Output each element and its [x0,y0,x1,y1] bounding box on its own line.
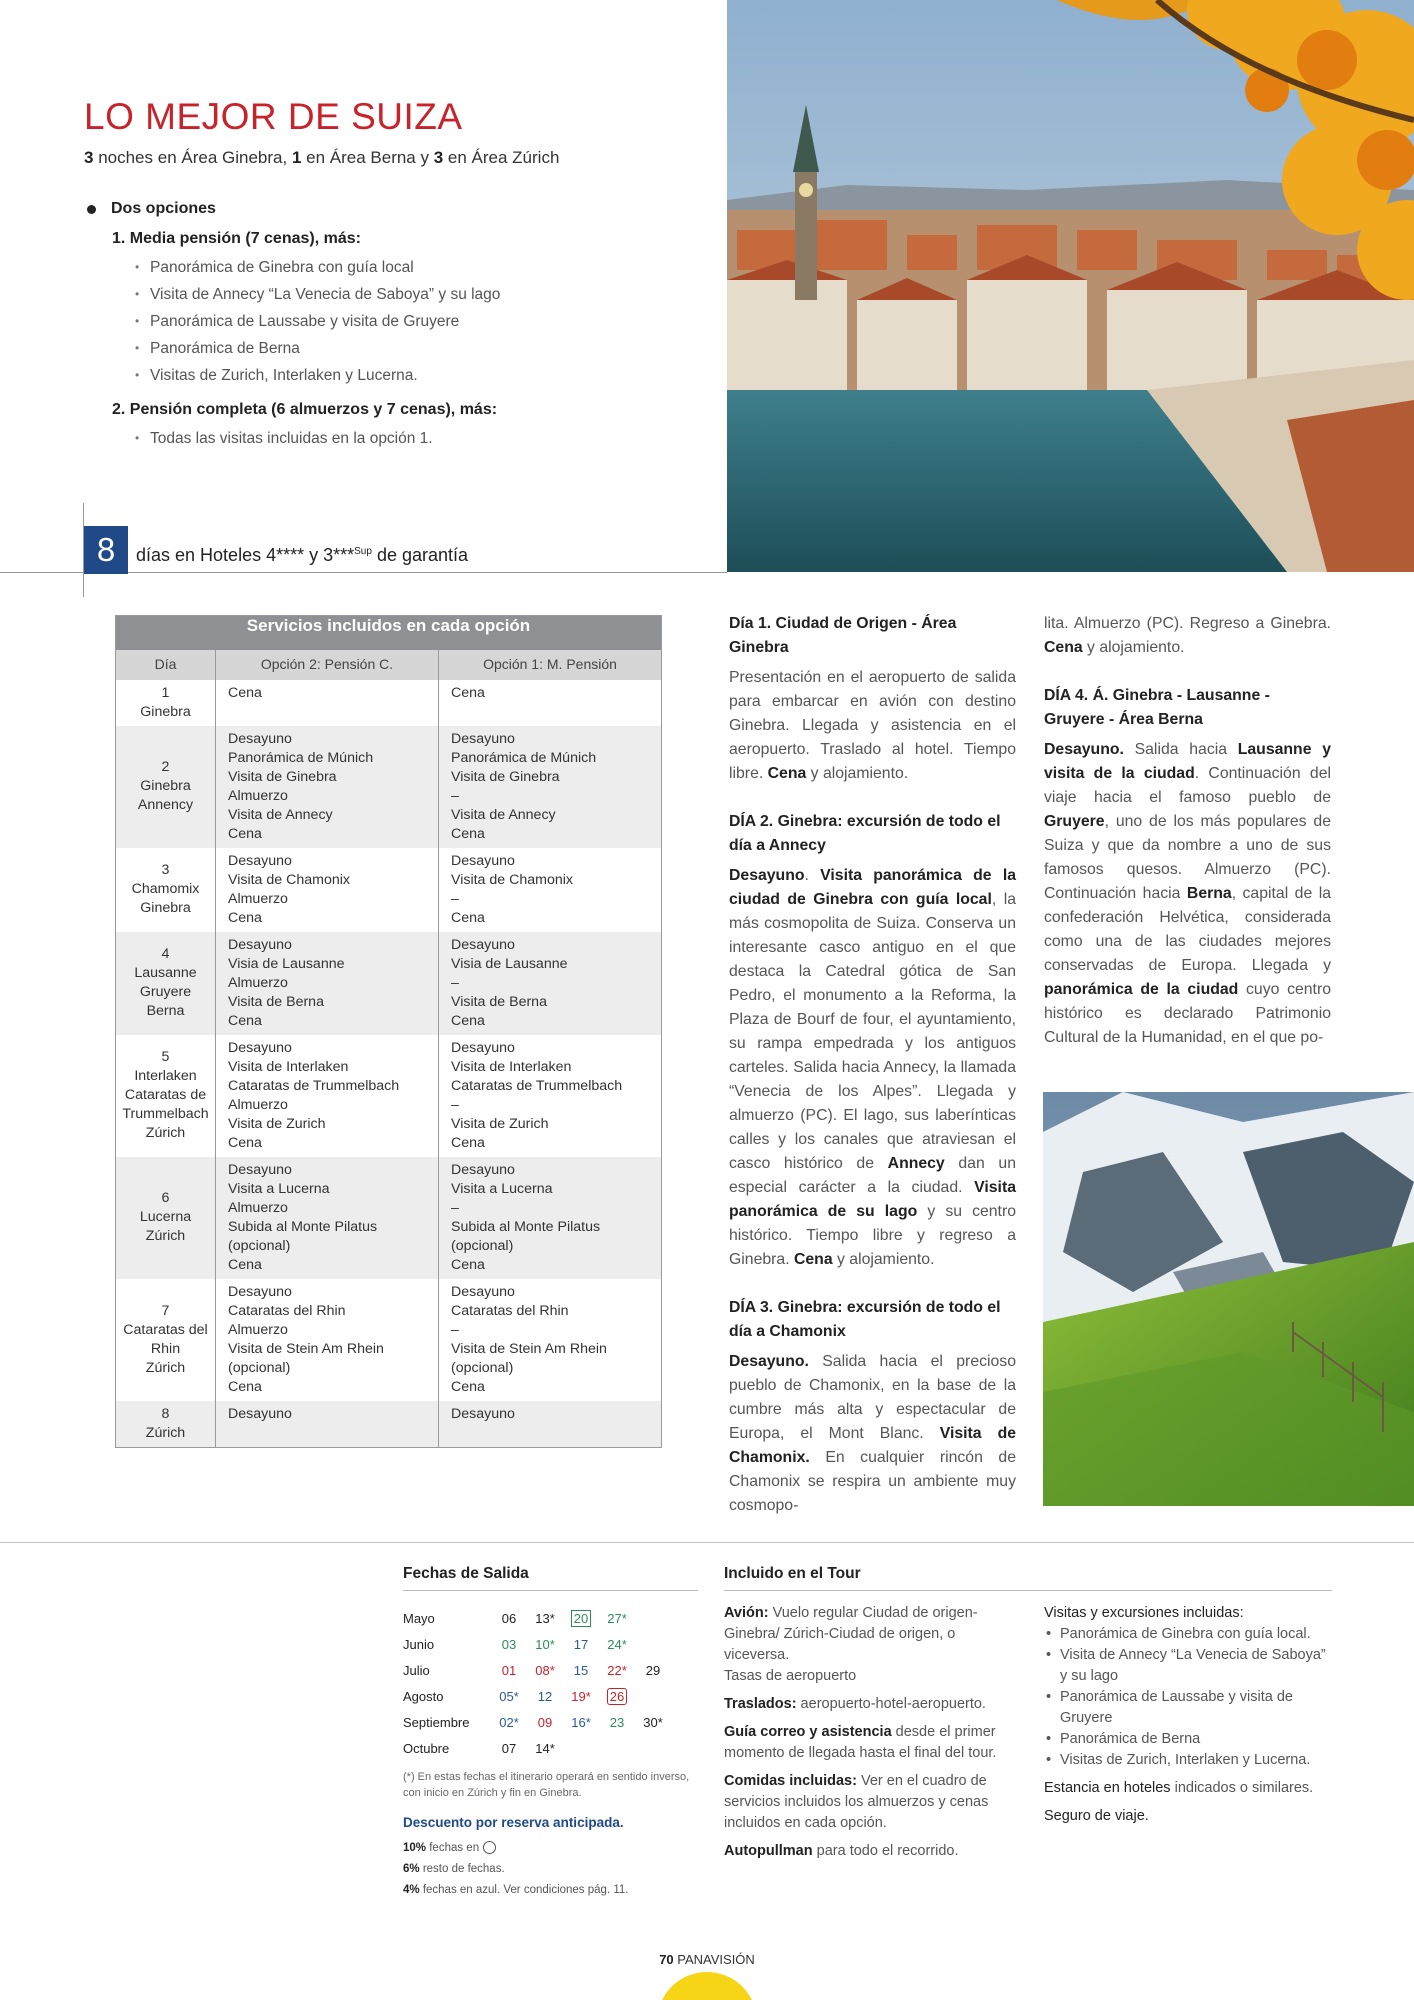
day-1-title: Día 1. Ciudad de Origen - Área Ginebra [729,615,957,656]
departure-date [527,1683,563,1709]
nights-text: en Área Berna y [301,148,434,167]
discount-pct: 6% [403,1863,420,1875]
itinerary-highlight: Visita de Chamonix. [729,1425,1017,1466]
itinerary-highlight: Berna [1186,885,1232,902]
table-cell-option-1: Desayuno [439,1401,662,1448]
departure-date [599,1631,635,1657]
departure-date [599,1735,635,1761]
dates-row [403,1605,671,1631]
departure-date [635,1657,671,1683]
list-item: • Visita de Annecy “La Venecia de Saboya” y su lago [132,281,684,308]
table-cell-day: 1 Ginebra [116,680,216,726]
table-header-day: Día [116,650,216,680]
included-label: Estancia en hoteles [1044,1780,1171,1796]
table-header-option-2: Opción 2: Pensión C. [216,650,439,680]
itinerary-highlight: Visita panorámica de la ciudad de Ginebra con guía local [729,867,1017,908]
itinerary-highlight: Cena [767,765,807,782]
itinerary-highlight: Lausanne y visita de la ciudad [1044,741,1331,782]
table-cell-option-1: Desayuno Visita a Lucerna – Subida al Monte Pilatus (opcional) Cena [439,1157,662,1279]
included-label: Avión: [724,1605,769,1621]
departure-date [491,1735,527,1761]
table-cell-option-2: Desayuno Cataratas del Rhin Almuerzo Visita de Stein Am Rhein (opcional) Cena [216,1279,439,1401]
departure-date [635,1735,671,1761]
departure-date [563,1631,599,1657]
table-cell-option-2: Desayuno Visia de Lausanne Almuerzo Visita de Berna Cena [216,932,439,1035]
discount-title: Descuento por reserva anticipada. [403,1815,624,1830]
table-cell-option-2: Desayuno Visita a Lucerna Almuerzo Subida al Monte Pilatus (opcional) Cena [216,1157,439,1279]
decorative-circle [657,1972,757,2000]
itinerary-text: y alojamiento. [806,765,909,782]
itinerary-text: y alojamiento. [1082,639,1185,656]
date-value: 12 [537,1688,553,1704]
visits-title [1044,1603,1334,1624]
date-value: 16* [571,1714,591,1730]
page-title: LO MEJOR DE SUIZA [84,96,463,137]
table-cell-day: 3 Chamomix Ginebra [116,848,216,932]
month-label: Octubre [403,1740,450,1756]
list-item: • Todas las visitas incluidas en la opción 1. [132,425,684,452]
table-cell-option-1: Desayuno Visita de Interlaken Cataratas de Trummelbach – Visita de Zurich Cena [439,1035,662,1157]
banner-text: de garantía [371,545,469,565]
list-item: • Visita de Annecy “La Venecia de Saboya” y su lago [1044,1645,1334,1687]
list-item: • Panorámica de Laussabe y visita de Gruyere [132,308,684,335]
side-image [1043,1092,1414,1506]
included-label: Visitas y excursiones incluidas: [1044,1605,1244,1621]
departure-date [527,1657,563,1683]
day-4-text [1044,738,1331,1050]
month-label: Julio [403,1662,430,1678]
departure-date [527,1631,563,1657]
date-value: 15 [573,1662,589,1678]
date-value: 29 [645,1662,661,1678]
discount-4 [403,1880,698,1901]
section-divider [0,1542,1414,1543]
zurich-city-photo [727,0,1414,572]
list-item: • Panorámica de Ginebra con guía local [132,254,684,281]
table-caption: Servicios incluidos en cada opción [116,616,662,650]
page-footer [0,1952,1414,1967]
day-3-text [729,1350,1016,1518]
date-value: 02* [499,1714,519,1730]
option-1-title: 1. Media pensión (7 cenas), más: [112,230,361,247]
date-value: 14* [535,1740,555,1756]
itinerary-text: y su centro histórico. Tiempo libre y regreso a Ginebra. [729,1203,1016,1268]
departure-date [527,1709,563,1735]
itinerary-text: , la más cosmopolita de Suiza. Conserva un interesante casco antiguo en el que destaca la Catedral gótica de San Pedro, el monumento a la Reforma, la Plaza de Bourf de four, el ayuntamiento, su rampa empedrada y los antiguos carteles. Salida hacia Annecy, la llamada “Venecia de los Alpes”. Llegada y almuerzo (PC). El lago, sus laberínticas calles y los canales que atraviesan el casco histórico de [729,891,1016,1172]
included-right-column [1044,1603,1334,1834]
departure-date [563,1683,599,1709]
departure-date [599,1657,635,1683]
date-value: 22* [607,1662,627,1678]
departure-date [491,1657,527,1683]
days-count-badge: 8 [84,526,128,574]
table-row [116,1279,662,1401]
month-label: Septiembre [403,1714,470,1730]
hero-image [727,0,1414,572]
day-3-title: DÍA 3. Ginebra: excursión de todo el día a Chamonix [729,1299,1001,1340]
date-value: 13* [535,1610,555,1626]
itinerary-text: , capital de la confederación Helvética, considerada como una de las ciudades mejores conservadas de Europa. Llegada y [1044,885,1331,974]
days-hotels-text [136,545,468,566]
visits-list [1044,1624,1334,1771]
date-value: 27* [607,1610,627,1626]
table-row [116,1401,662,1448]
discount-text: fechas en [426,1842,480,1854]
list-item: • Panorámica de Berna [1044,1729,1334,1750]
table-row [116,726,662,848]
services-table-body [116,680,662,1448]
dates-row [403,1735,671,1761]
options-section [84,200,684,464]
alps-meadow-photo [1043,1092,1414,1506]
itinerary-text: Presentación en el aeropuerto de salida para embarcar en avión con destino Ginebra. Llegada y asistencia en el aeropuerto. Traslado al hotel. Tiempo libre. [729,669,1016,782]
included-text: Vuelo regular Ciudad de origen-Ginebra/ Zúrich-Ciudad de origen, o viceversa. [724,1605,978,1663]
nights-count-zurich: 3 [433,148,444,167]
departure-date [599,1683,635,1709]
day-3-text-continued [1044,612,1331,660]
nights-summary [84,148,559,168]
departure-date [599,1709,635,1735]
table-row [116,932,662,1035]
table-cell-option-1: Desayuno Visita de Chamonix – Cena [439,848,662,932]
nights-count-berna: 1 [291,148,302,167]
itinerary-text: . [804,867,821,884]
dates-row [403,1631,671,1657]
departure-dates-section [403,1565,698,1901]
included-text: aeropuerto-hotel-aeropuerto. [796,1696,986,1712]
services-table [115,615,662,1448]
table-cell-day: 5 Interlaken Cataratas de Trummelbach Zúrich [116,1035,216,1157]
included-coach [724,1841,1019,1862]
date-value: 09 [537,1714,553,1730]
date-value: 23 [609,1714,625,1730]
included-section [724,1565,1332,1859]
banner-sup: Sup [354,546,372,557]
nights-text: noches en Área Ginebra, [93,148,292,167]
itinerary-highlight: Visita panorámica de su lago [729,1179,1016,1220]
included-text: Tasas de aeropuerto [724,1668,857,1684]
date-value: 30* [643,1714,663,1730]
table-header-option-1: Opción 1: M. Pensión [439,650,662,680]
departure-date [527,1735,563,1761]
table-row [116,1035,662,1157]
departure-date [635,1631,671,1657]
departure-date [635,1605,671,1631]
included-text: desde el primer momento de llegada hasta el final del tour. [724,1724,997,1761]
departure-date [491,1683,527,1709]
table-cell-option-2: Desayuno Visita de Chamonix Almuerzo Cena [216,848,439,932]
departure-date [527,1605,563,1631]
itinerary-text: Salida hacia [1123,741,1238,758]
bullet-icon [87,205,96,214]
departure-date [491,1605,527,1631]
discount-10 [403,1838,698,1859]
month-label: Junio [403,1636,435,1652]
option-2-list [132,425,684,452]
itinerary-text: En cualquier rincón de Chamonix se respira un ambiente muy cosmopo- [729,1449,1016,1514]
option-1-list [132,254,684,389]
option-2-title: 2. Pensión completa (6 almuerzos y 7 cenas), más: [112,401,498,418]
itinerary-text: y alojamiento. [832,1251,935,1268]
page-number: 70 [659,1952,674,1967]
list-item: • Panorámica de Berna [132,335,684,362]
itinerary-highlight: Desayuno [729,867,805,884]
date-value: 07 [501,1740,517,1756]
included-insurance [1044,1806,1334,1827]
nights-count-ginebra: 3 [84,148,94,167]
dates-row [403,1683,671,1709]
included-meals [724,1771,1019,1834]
included-text: Ver en el cuadro de servicios incluidos los almuerzos y cenas incluidos en cada opción. [724,1773,989,1831]
day-1-text [729,666,1016,786]
included-title: Incluido en el Tour [724,1565,1332,1591]
table-cell-day: 4 Lausanne Gruyere Berna [116,932,216,1035]
departure-date [563,1657,599,1683]
itinerary-highlight: Annecy [887,1155,945,1172]
table-cell-option-2: Desayuno Panorámica de Múnich Visita de Ginebra Almuerzo Visita de Annecy Cena [216,726,439,848]
date-value: 06 [501,1610,517,1626]
table-cell-day: 6 Lucerna Zúrich [116,1157,216,1279]
included-guide [724,1722,1019,1764]
included-left-column [724,1603,1019,1869]
table-cell-option-2: Desayuno [216,1401,439,1448]
itinerary-highlight: Gruyere [1044,813,1105,830]
discount-text: resto de fechas. [419,1863,505,1875]
itinerary-highlight: panorámica de la ciudad [1044,981,1239,998]
itinerary-text: . Continuación del viaje hacia el famoso pueblo de [1044,765,1331,806]
included-label: Comidas incluidas: [724,1773,857,1789]
itinerary-column-1 [729,612,1016,1542]
itinerary-column-2 [1044,612,1331,1074]
discount-text: fechas en azul. Ver condiciones pág. 11. [419,1884,629,1896]
list-item: • Visitas de Zurich, Interlaken y Lucerna. [132,362,684,389]
banner-text: días en Hoteles 4**** y 3*** [136,545,355,565]
circle-icon [483,1841,496,1854]
dates-table [403,1605,671,1761]
date-value: 26 [607,1688,627,1705]
discount-6 [403,1859,698,1880]
itinerary-text: , uno de los más populares de Suiza y que da nombre a uno de sus famosos quesos. Almuerzo (PC). Continuación hacia [1044,813,1331,902]
included-label: Autopullman [724,1843,813,1859]
table-row [116,680,662,726]
departure-date [563,1605,599,1631]
table-cell-option-1: Cena [439,680,662,726]
date-value: 08* [535,1662,555,1678]
date-value: 19* [571,1688,591,1704]
itinerary-highlight: Desayuno. [729,1353,809,1370]
table-cell-option-1: Desayuno Visia de Lausanne – Visita de Berna Cena [439,932,662,1035]
date-value: 10* [535,1636,555,1652]
date-value: 24* [607,1636,627,1652]
itinerary-text: cuyo centro histórico es declarado Patrimonio Cultural de la Humanidad, en el que po- [1044,981,1331,1046]
table-cell-day: 2 Ginebra Annency [116,726,216,848]
date-value: 17 [573,1636,589,1652]
table-cell-option-2: Cena [216,680,439,726]
table-cell-day: 7 Cataratas del Rhin Zúrich [116,1279,216,1401]
included-hotels [1044,1778,1334,1799]
dates-row [403,1709,671,1735]
included-text: Seguro de viaje. [1044,1808,1149,1824]
options-title: Dos opciones [111,200,216,217]
departure-date [635,1683,671,1709]
date-value: 20 [571,1610,591,1627]
date-value: 01 [501,1662,517,1678]
table-row [116,1157,662,1279]
departure-date [599,1605,635,1631]
list-item: • Panorámica de Ginebra con guía local. [1044,1624,1334,1645]
table-cell-option-1: Desayuno Panorámica de Múnich Visita de Ginebra – Visita de Annecy Cena [439,726,662,848]
list-item: • Panorámica de Laussabe y visita de Gruyere [1044,1687,1334,1729]
options-heading [84,200,684,218]
included-text: indicados o similares. [1170,1780,1314,1796]
date-value: 03 [501,1636,517,1652]
departure-date [491,1709,527,1735]
brand-name: PANAVISIÓN [673,1952,755,1967]
discount-pct: 4% [403,1884,420,1896]
dates-note: (*) En estas fechas el itinerario operará en sentido inverso, con inicio en Zúrich y fin en Ginebra. [403,1771,690,1799]
day-2-title: DÍA 2. Ginebra: excursión de todo el día a Annecy [729,813,1001,854]
dates-row [403,1657,671,1683]
itinerary-highlight: Cena [1044,639,1083,656]
table-cell-option-1: Desayuno Cataratas del Rhin – Visita de Stein Am Rhein (opcional) Cena [439,1279,662,1401]
included-flight [724,1603,1019,1687]
discount-pct: 10% [403,1842,427,1854]
month-label: Agosto [403,1688,444,1704]
departure-date [563,1735,599,1761]
departure-date [491,1631,527,1657]
departure-date [563,1709,599,1735]
table-cell-day: 8 Zúrich [116,1401,216,1448]
included-text: para todo el recorrido. [812,1843,959,1859]
day-4-title: DÍA 4. Á. Ginebra - Lausanne - Gruyere - Área Berna [1044,687,1270,728]
itinerary-text: dan un especial carácter a la ciudad. [729,1155,1016,1196]
date-value: 05* [499,1688,519,1704]
included-label: Guía correo y asistencia [724,1724,892,1740]
month-label: Mayo [403,1610,435,1626]
table-row [116,848,662,932]
departure-date [635,1709,671,1735]
included-transfers [724,1694,1019,1715]
table-cell-option-2: Desayuno Visita de Interlaken Cataratas de Trummelbach Almuerzo Visita de Zurich Cena [216,1035,439,1157]
day-2-text [729,864,1016,1272]
itinerary-text: Salida hacia el precioso pueblo de Chamonix, en la base de la cumbre más alta y espectacular de Europa, el Mont Blanc. [729,1353,1016,1442]
itinerary-highlight: Desayuno. [1044,741,1124,758]
dates-title: Fechas de Salida [403,1565,698,1591]
list-item: • Visitas de Zurich, Interlaken y Lucerna. [1044,1750,1334,1771]
included-label: Traslados: [724,1696,797,1712]
nights-text: en Área Zúrich [443,148,560,167]
itinerary-highlight: Cena [793,1251,833,1268]
itinerary-text: lita. Almuerzo (PC). Regreso a Ginebra. [1044,615,1331,632]
